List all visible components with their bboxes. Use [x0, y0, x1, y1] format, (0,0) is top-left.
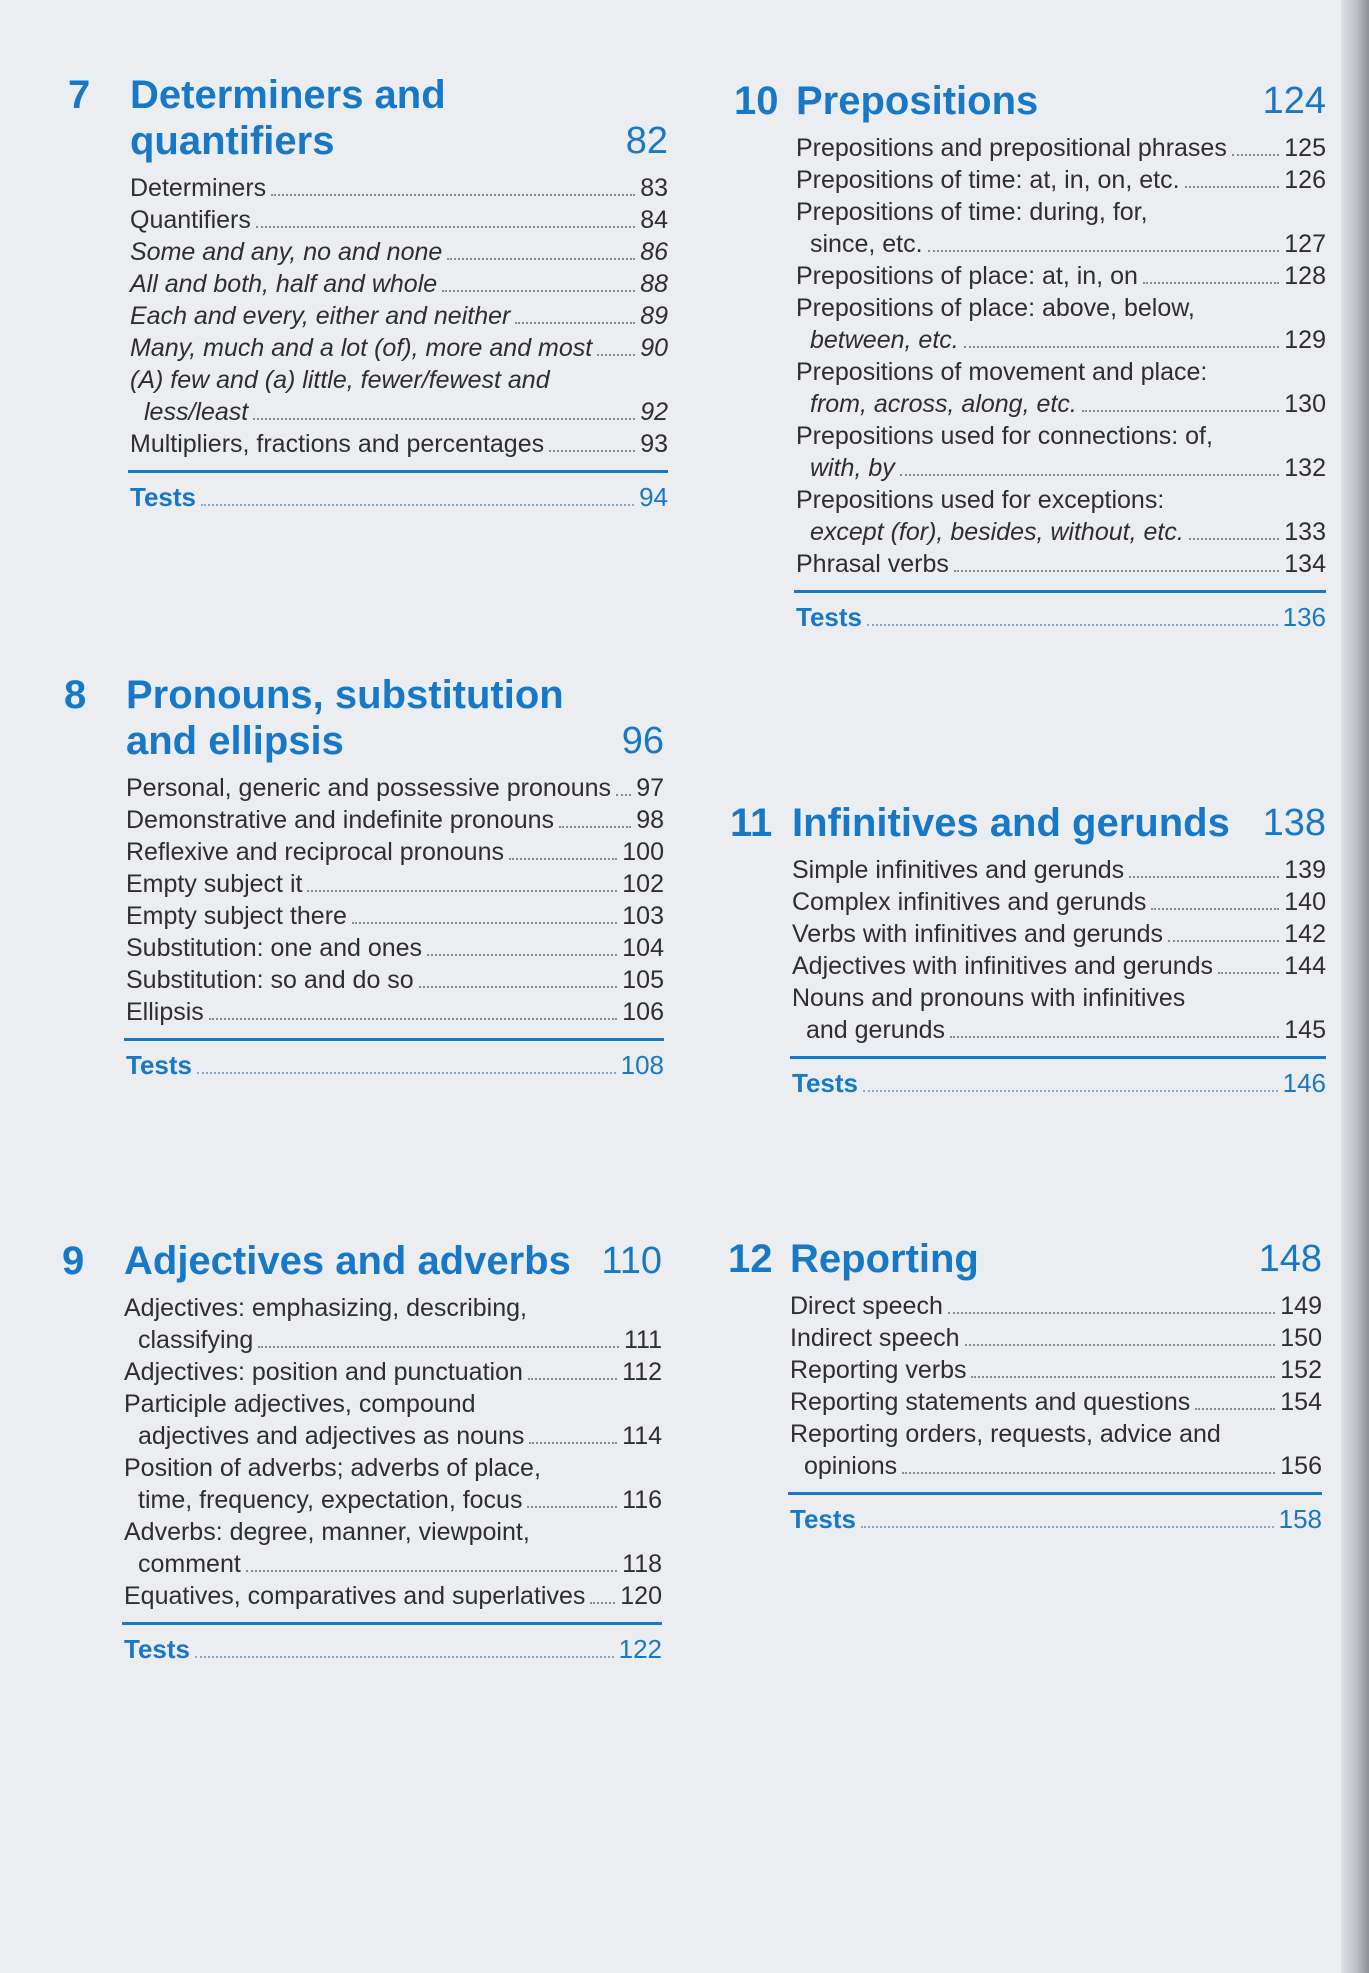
section-title-line2: quantifiers	[130, 119, 335, 163]
section-page: 148	[1258, 1238, 1322, 1280]
toc-entry[interactable]: Many, much and a lot (of), more and most 90	[130, 334, 668, 362]
toc-entry[interactable]: Reflexive and reciprocal pronouns 100	[126, 838, 664, 866]
section-rule	[124, 1038, 664, 1041]
toc-entry[interactable]: Prepositions of time: during, for, since, etc. 127	[796, 198, 1326, 258]
toc-entry[interactable]: Demonstrative and indefinite pronouns 98	[126, 806, 664, 834]
section-items	[64, 772, 664, 1028]
section-12	[728, 1236, 1322, 1537]
toc-entry[interactable]: Quantifiers 84	[130, 206, 668, 234]
section-items	[68, 172, 668, 460]
toc-entry[interactable]: Ellipsis 106	[126, 998, 664, 1026]
toc-entry[interactable]: Prepositions of place: above, below, between, etc. 129	[796, 294, 1326, 354]
section-items	[728, 1290, 1322, 1482]
toc-entry[interactable]: Empty subject there 103	[126, 902, 664, 930]
section-title: Infinitives and gerunds	[792, 801, 1230, 845]
tests-entry[interactable]: Tests 146	[792, 1068, 1326, 1098]
toc-entry[interactable]: Empty subject it 102	[126, 870, 664, 898]
toc-entry[interactable]: (A) few and (a) little, fewer/fewest and less/least 92	[130, 366, 668, 426]
section-page: 82	[625, 120, 668, 162]
toc-entry[interactable]: Substitution: one and ones 104	[126, 934, 664, 962]
toc-entry[interactable]: Adjectives with infinitives and gerunds 144	[792, 952, 1326, 980]
toc-entry[interactable]: Adjectives: emphasizing, describing, classifying 111	[124, 1294, 662, 1354]
toc-entry[interactable]: Participle adjectives, compound adjectives and adjectives as nouns 114	[124, 1390, 662, 1450]
section-rule	[794, 590, 1326, 593]
tests-entry[interactable]: Tests 94	[130, 482, 668, 512]
section-page: 110	[601, 1240, 662, 1282]
section-8	[64, 672, 664, 1083]
section-title-line1: Pronouns, substitution	[126, 673, 564, 717]
toc-entry[interactable]: Nouns and pronouns with infinitives and gerunds 145	[792, 984, 1326, 1044]
toc-entry[interactable]: Simple infinitives and gerunds 139	[792, 856, 1326, 884]
section-9	[62, 1238, 662, 1667]
toc-entry[interactable]: Verbs with infinitives and gerunds 142	[792, 920, 1326, 948]
toc-entry[interactable]: Prepositions used for connections: of, with, by 132	[796, 422, 1326, 482]
section-number: 8	[64, 673, 87, 717]
toc-entry[interactable]: Phrasal verbs 134	[796, 550, 1326, 578]
section-rule	[122, 1622, 662, 1625]
section-items	[734, 132, 1326, 580]
tests-entry[interactable]: Tests 158	[790, 1504, 1322, 1534]
toc-entry[interactable]: Determiners 83	[130, 174, 668, 202]
toc-entry[interactable]: Prepositions of movement and place: from, across, along, etc. 130	[796, 358, 1326, 418]
section-10	[734, 78, 1326, 635]
tests-entry[interactable]: Tests 108	[126, 1050, 664, 1080]
section-title: Prepositions	[796, 79, 1039, 123]
section-items	[62, 1292, 662, 1612]
toc-entry[interactable]: Prepositions used for exceptions: except (for), besides, without, etc. 133	[796, 486, 1326, 546]
toc-entry[interactable]: Multipliers, fractions and percentages 93	[130, 430, 668, 458]
section-rule	[790, 1056, 1326, 1059]
section-rule	[128, 470, 668, 473]
toc-entry[interactable]: Prepositions of place: at, in, on 128	[796, 262, 1326, 290]
section-7	[68, 72, 668, 515]
section-page: 124	[1262, 80, 1326, 122]
toc-entry[interactable]: Indirect speech 150	[790, 1324, 1322, 1352]
section-11	[730, 800, 1326, 1101]
tests-entry[interactable]: Tests 122	[124, 1634, 662, 1664]
toc-entry[interactable]: Some and any, no and none 86	[130, 238, 668, 266]
section-number: 12	[728, 1237, 773, 1281]
toc-entry[interactable]: Direct speech 149	[790, 1292, 1322, 1320]
toc-entry[interactable]: Position of adverbs; adverbs of place, time, frequency, expectation, focus 116	[124, 1454, 662, 1514]
toc-entry[interactable]: Substitution: so and do so 105	[126, 966, 664, 994]
toc-entry[interactable]: Prepositions of time: at, in, on, etc. 126	[796, 166, 1326, 194]
section-items	[730, 854, 1326, 1046]
section-page: 138	[1262, 802, 1326, 844]
toc-entry[interactable]: Complex infinitives and gerunds 140	[792, 888, 1326, 916]
section-number: 9	[62, 1239, 85, 1283]
section-page: 96	[621, 720, 664, 762]
toc-entry[interactable]: All and both, half and whole 88	[130, 270, 668, 298]
toc-entry[interactable]: Reporting verbs 152	[790, 1356, 1322, 1384]
toc-entry[interactable]: Each and every, either and neither 89	[130, 302, 668, 330]
tests-entry[interactable]: Tests 136	[796, 602, 1326, 632]
toc-entry[interactable]: Reporting orders, requests, advice and opinions 156	[790, 1420, 1322, 1480]
toc-entry[interactable]: Adjectives: position and punctuation 112	[124, 1358, 662, 1386]
section-rule	[788, 1492, 1322, 1495]
section-title: Adjectives and adverbs	[124, 1239, 571, 1283]
section-number: 11	[730, 801, 773, 845]
section-title-line2: and ellipsis	[126, 719, 344, 763]
toc-entry[interactable]: Prepositions and prepositional phrases 125	[796, 134, 1326, 162]
toc-entry[interactable]: Equatives, comparatives and superlatives 120	[124, 1582, 662, 1610]
toc-entry[interactable]: Personal, generic and possessive pronouns 97	[126, 774, 664, 802]
toc-entry[interactable]: Reporting statements and questions 154	[790, 1388, 1322, 1416]
section-number: 10	[734, 79, 779, 123]
page-edge	[1341, 0, 1369, 1973]
toc-entry[interactable]: Adverbs: degree, manner, viewpoint, comment 118	[124, 1518, 662, 1578]
section-title-line1: Determiners and	[130, 73, 446, 117]
section-title: Reporting	[790, 1237, 979, 1281]
section-number: 7	[68, 73, 91, 117]
